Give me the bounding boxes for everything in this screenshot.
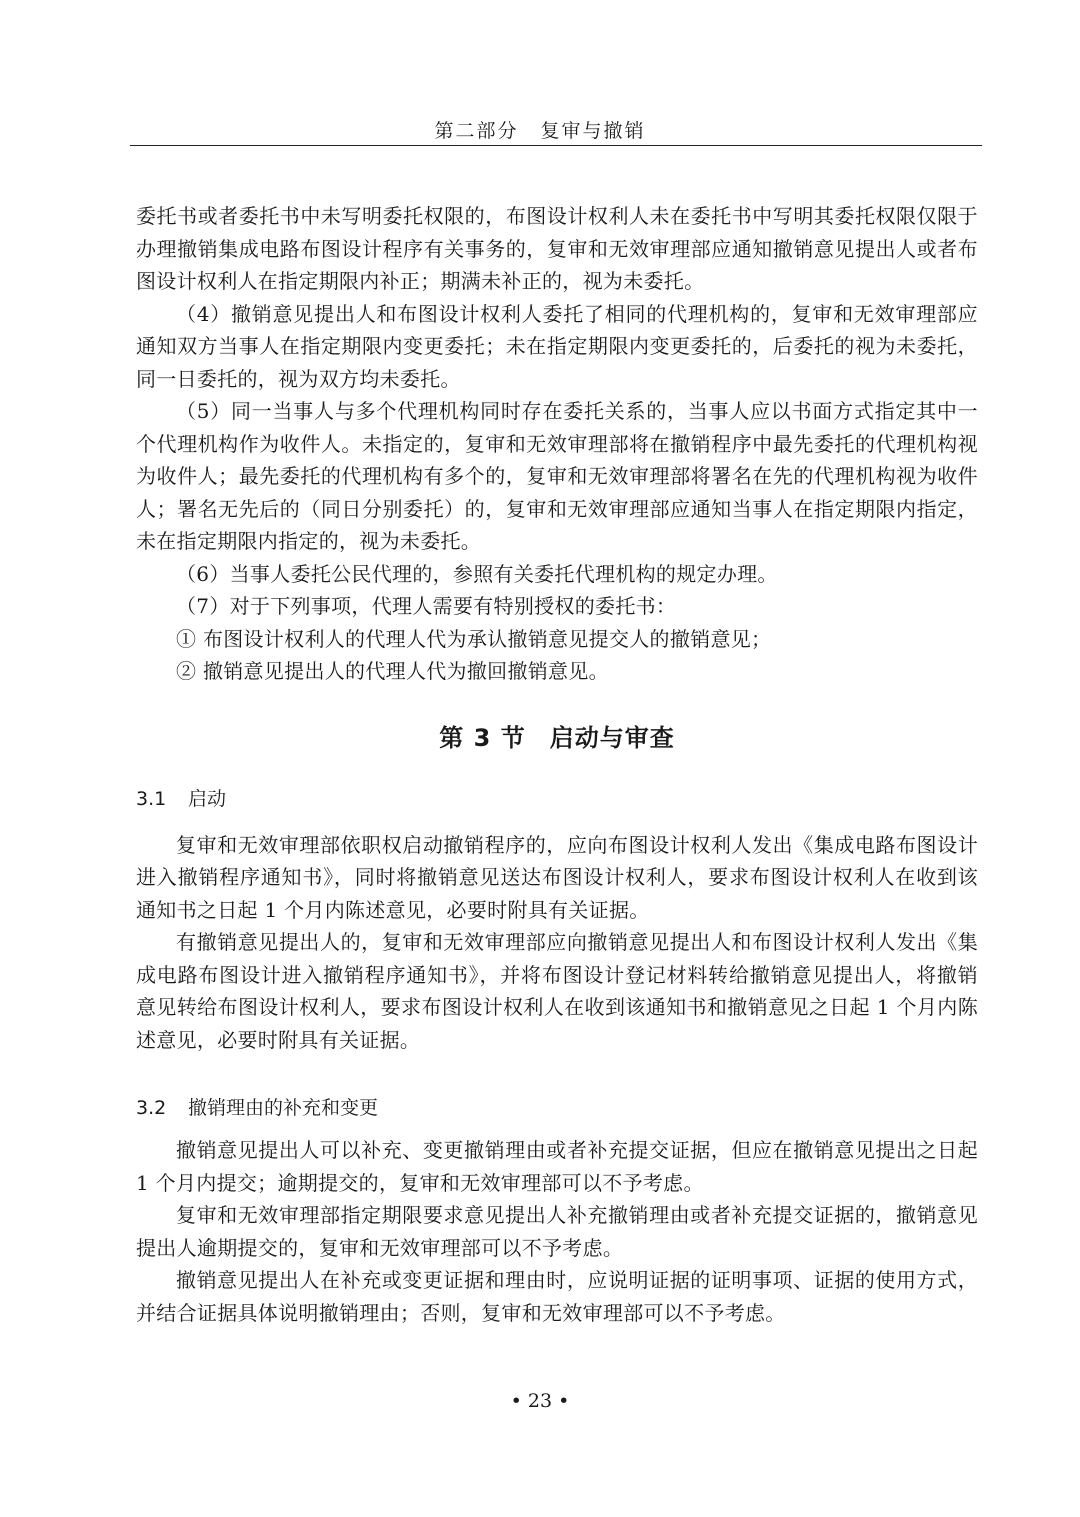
header-rule [130,145,982,146]
paragraph: 有撤销意见提出人的，复审和无效审理部应向撤销意见提出人和布图设计权利人发出《集成电路布图设计进入撤销程序通知书》，并将布图设计登记材料转给撤销意见提出人，将撤销意见转给布图设计权利人，要求布图设计权利人在收到该通知书和撤销意见之日起 1 个月内陈述意见，必要时附具有关证据。 [136,930,978,1052]
paragraph: 复审和无效审理部指定期限要求意见提出人补充撤销理由或者补充提交证据的，撤销意见提出人逾期提交的，复审和无效审理部可以不予考虑。 [136,1203,978,1260]
paragraph: （5）同一当事人与多个代理机构同时存在委托关系的，当事人应以书面方式指定其中一个代理机构作为收件人。未指定的，复审和无效审理部将在撤销程序中最先委托的代理机构视为收件人；最先委托的代理机构有多个的，复审和无效审理部将署名在先的代理机构视为收件人；署名无先后的（同日分别委托）的，复审和无效审理部应通知当事人在指定期限内指定，未在指定期限内指定的，视为未委托。 [136,399,978,553]
section-title: 启动与审查 [549,723,675,752]
subsection-heading [136,783,978,815]
subsection-title: 启动 [188,787,227,810]
paragraph: （4）撤销意见提出人和布图设计权利人委托了相同的代理机构的，复审和无效审理部应通知双方当事人在指定期限内变更委托；未在指定期限内变更委托的，后委托的视为未委托，同一日委托的，视为双方均未委托。 [136,301,978,391]
subsection-number: 3.2 [136,1097,167,1119]
running-header [0,116,1080,143]
subsection-number: 3.1 [136,787,167,810]
page-body [136,200,978,1329]
subsection-title: 撤销理由的补充和变更 [188,1097,379,1119]
section-number: 第 3 节 [439,723,526,752]
paragraph: 撤销意见提出人在补充或变更证据和理由时，应说明证据的证明事项、证据的使用方式，并结合证据具体说明撤销理由；否则，复审和无效审理部可以不予考虑。 [136,1268,978,1325]
subsection-heading [136,1092,978,1124]
paragraph: 撤销意见提出人可以补充、变更撤销理由或者补充提交证据，但应在撤销意见提出之日起 1 个月内提交；逾期提交的，复审和无效审理部可以不予考虑。 [136,1138,978,1195]
paragraph: （7）对于下列事项，代理人需要有特别授权的委托书： [176,594,677,618]
paragraph: （6）当事人委托公民代理的，参照有关委托代理机构的规定办理。 [176,561,778,586]
paragraph: 委托书或者委托书中未写明委托权限的，布图设计权利人未在委托书中写明其委托权限仅限于办理撤销集成电路布图设计程序有关事务的，复审和无效审理部应通知撤销意见提出人或者布图设计权利人在指定期限内补正；期满未补正的，视为未委托。 [136,204,978,293]
running-header-part: 第二部分 [434,120,519,142]
list-item: ② 撤销意见提出人的代理人代为撤回撤销意见。 [176,659,609,683]
running-header-title: 复审与撤销 [540,120,646,142]
page-number: • 23 • [510,1390,570,1412]
section-heading [136,718,978,753]
list-item: ① 布图设计权利人的代理人代为承认撤销意见提交人的撤销意见； [176,626,772,651]
paragraph: 复审和无效审理部依职权启动撤销程序的，应向布图设计权利人发出《集成电路布图设计进入撤销程序通知书》，同时将撤销意见送达布图设计权利人，要求布图设计权利人在收到该通知书之日起 1 个月内陈述意见，必要时附具有关证据。 [136,832,978,922]
